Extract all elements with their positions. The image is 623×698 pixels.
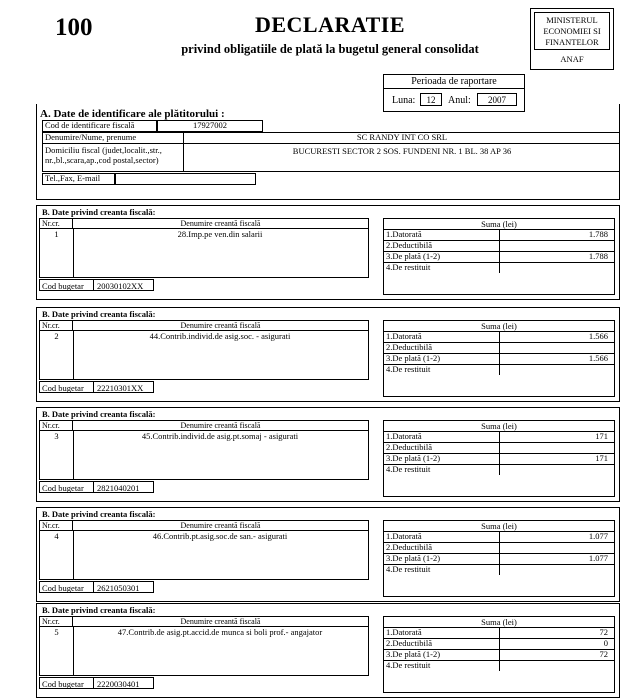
budget-code-label: Cod bugetar — [42, 383, 84, 393]
amount-due-value[interactable]: 1.077 — [588, 531, 608, 541]
amount-divider — [499, 442, 500, 453]
column-divider — [73, 626, 74, 675]
name-label: Denumire/Nume, prenume — [43, 133, 184, 144]
claim-table-header — [40, 321, 368, 331]
amount-divider — [499, 542, 500, 553]
amount-payable-value[interactable]: 1.566 — [588, 353, 608, 363]
amount-table — [383, 320, 615, 397]
budget-code-box — [39, 279, 154, 291]
budget-code-value[interactable]: 20030102XX — [97, 281, 144, 291]
nr-cr-header: Nr.cr. — [40, 521, 73, 530]
block-title: B. Date privind creanta fiscală: — [42, 207, 156, 217]
amount-due-value[interactable]: 1.788 — [588, 229, 608, 239]
claim-table — [39, 520, 369, 580]
section-a-frame — [36, 104, 620, 200]
claim-name-value[interactable]: 45.Contrib.individ.de asig.pt.somaj - asigurati — [141, 431, 299, 441]
amount-table — [383, 420, 615, 497]
amount-table — [383, 616, 615, 693]
tax-claim-block-3 — [36, 407, 620, 502]
budget-code-divider — [93, 280, 94, 290]
budget-code-divider — [93, 678, 94, 688]
amount-deductible-label: 2.Deductibilă — [386, 542, 433, 552]
amount-header: Suma (lei) — [384, 321, 614, 332]
amount-divider — [499, 660, 500, 671]
budget-code-value[interactable]: 22210301XX — [97, 383, 144, 393]
tax-claim-block-2 — [36, 307, 620, 402]
budget-code-divider — [93, 482, 94, 492]
claim-name-value[interactable]: 46.Contrib.pt.asig.soc.de san.- asigurati — [152, 531, 288, 541]
amount-payable-value[interactable]: 1.788 — [588, 251, 608, 261]
year-field[interactable]: 2007 — [477, 93, 517, 106]
claim-table-header — [40, 421, 368, 431]
amount-refund-label: 4.De restituit — [386, 464, 431, 474]
claim-table-header — [40, 521, 368, 531]
denumire-header: Denumire creantă fiscală — [180, 521, 261, 530]
block-title: B. Date privind creanta fiscală: — [42, 605, 156, 615]
block-title: B. Date privind creanta fiscală: — [42, 309, 156, 319]
reporting-period-title: Perioada de raportare — [384, 76, 524, 89]
amount-row-refund — [384, 262, 614, 273]
form-number: 100 — [55, 14, 93, 41]
amount-payable-label: 3.De plată (1-2) — [386, 553, 441, 563]
amount-due-label: 1.Datorată — [386, 431, 422, 441]
page-title: DECLARATIE — [254, 12, 406, 37]
column-divider — [73, 430, 74, 479]
budget-code-label: Cod bugetar — [42, 583, 84, 593]
amount-payable-label: 3.De plată (1-2) — [386, 251, 441, 261]
claim-name-value[interactable]: 28.Imp.pe ven.din salarii — [177, 229, 263, 239]
claim-table — [39, 218, 369, 278]
address-label-line-1: Domiciliu fiscal (judet,localit.,str., — [45, 145, 162, 155]
nr-cr-value: 3 — [54, 431, 59, 441]
amount-header: Suma (lei) — [384, 521, 614, 532]
amount-refund-label: 4.De restituit — [386, 564, 431, 574]
amount-payable-value[interactable]: 171 — [595, 453, 608, 463]
denumire-header: Denumire creantă fiscală — [180, 321, 261, 330]
agency-label: ANAF — [560, 54, 584, 64]
amount-divider — [499, 262, 500, 273]
amount-header: Suma (lei) — [384, 617, 614, 628]
amount-divider — [499, 229, 500, 240]
amount-due-label: 1.Datorată — [386, 531, 422, 541]
nr-cr-value: 2 — [54, 331, 59, 341]
amount-refund-label: 4.De restituit — [386, 262, 431, 272]
amount-due-value[interactable]: 1.566 — [588, 331, 608, 341]
amount-payable-label: 3.De plată (1-2) — [386, 649, 441, 659]
claim-name-value[interactable]: 47.Contrib.de asig.pt.accid.de munca si boli prof.- angajator — [117, 627, 323, 637]
amount-deductible-label: 2.Deductibilă — [386, 240, 433, 250]
block-title: B. Date privind creanta fiscală: — [42, 509, 156, 519]
column-divider — [73, 228, 74, 277]
budget-code-label: Cod bugetar — [42, 679, 84, 689]
amount-divider — [499, 240, 500, 251]
tax-claim-block-1 — [36, 205, 620, 300]
amount-header: Suma (lei) — [384, 219, 614, 230]
column-divider — [73, 530, 74, 579]
nr-cr-header: Nr.cr. — [40, 617, 73, 626]
amount-due-label: 1.Datorată — [386, 331, 422, 341]
month-field[interactable]: 12 — [420, 93, 442, 106]
amount-divider — [499, 464, 500, 475]
amount-deductible-label: 2.Deductibilă — [386, 638, 433, 648]
budget-code-divider — [93, 382, 94, 392]
nr-cr-header: Nr.cr. — [40, 421, 73, 430]
amount-table — [383, 218, 615, 295]
ministry-line-2: ECONOMIEI SI — [543, 26, 601, 36]
amount-deductible-label: 2.Deductibilă — [386, 442, 433, 452]
claim-table-header — [40, 617, 368, 627]
amount-divider — [499, 553, 500, 564]
nr-cr-header: Nr.cr. — [40, 321, 73, 330]
denumire-header: Denumire creantă fiscală — [180, 421, 261, 430]
fiscal-code-field[interactable]: 17927002 — [157, 120, 263, 132]
ministry-box — [530, 8, 614, 70]
ministry-line-1: MINISTERUL — [546, 15, 598, 25]
tax-claim-block-4 — [36, 507, 620, 602]
amount-payable-value[interactable]: 1.077 — [588, 553, 608, 563]
nr-cr-value: 4 — [54, 531, 59, 541]
claim-name-value[interactable]: 44.Contrib.individ.de asig.soc. - asigurati — [149, 331, 291, 341]
budget-code-label: Cod bugetar — [42, 281, 84, 291]
amount-due-value[interactable]: 72 — [599, 627, 608, 637]
fiscal-code-label: Cod de identificare fiscală — [42, 120, 157, 132]
amount-divider — [499, 638, 500, 649]
amount-divider — [499, 649, 500, 660]
block-title: B. Date privind creanta fiscală: — [42, 409, 156, 419]
column-divider — [73, 330, 74, 379]
amount-refund-label: 4.De restituit — [386, 660, 431, 670]
denumire-header: Denumire creantă fiscală — [180, 219, 261, 228]
claim-table — [39, 320, 369, 380]
amount-divider — [499, 531, 500, 542]
budget-code-box — [39, 481, 154, 493]
ministry-line-3: FINANTELOR — [545, 37, 599, 47]
tax-claim-block-5 — [36, 603, 620, 698]
budget-code-box — [39, 581, 154, 593]
amount-divider — [499, 353, 500, 364]
amount-due-value[interactable]: 171 — [595, 431, 608, 441]
amount-table — [383, 520, 615, 597]
page-subtitle: privind obligatiile de plată la bugetul general consolidat — [181, 42, 479, 56]
budget-code-value[interactable]: 2220030401 — [97, 679, 140, 689]
amount-due-label: 1.Datorată — [386, 627, 422, 637]
amount-divider — [499, 331, 500, 342]
amount-payable-label: 3.De plată (1-2) — [386, 353, 441, 363]
amount-divider — [499, 251, 500, 262]
amount-due-label: 1.Datorată — [386, 229, 422, 239]
amount-row-refund — [384, 364, 614, 375]
amount-divider — [499, 342, 500, 353]
contact-label: Tel.,Fax, E-mail — [42, 173, 115, 185]
budget-code-label: Cod bugetar — [42, 483, 84, 493]
ministry-label-box — [534, 12, 610, 50]
amount-divider — [499, 431, 500, 442]
amount-deductible-value[interactable]: 0 — [603, 638, 608, 648]
amount-divider — [499, 364, 500, 375]
amount-divider — [499, 564, 500, 575]
amount-payable-label: 3.De plată (1-2) — [386, 453, 441, 463]
denumire-header: Denumire creantă fiscală — [180, 617, 261, 626]
budget-code-value[interactable]: 2621050301 — [97, 583, 140, 593]
month-label: Luna: — [392, 95, 416, 106]
name-field[interactable]: SC RANDY INT CO SRL — [184, 133, 620, 144]
amount-refund-label: 4.De restituit — [386, 364, 431, 374]
claim-table — [39, 420, 369, 480]
amount-row-refund — [384, 564, 614, 575]
budget-code-value[interactable]: 2821040201 — [97, 483, 140, 493]
budget-code-box — [39, 677, 154, 689]
budget-code-divider — [93, 582, 94, 592]
nr-cr-value: 1 — [54, 229, 59, 239]
nr-cr-header: Nr.cr. — [40, 219, 73, 228]
amount-payable-value[interactable]: 72 — [599, 649, 608, 659]
amount-row-refund — [384, 660, 614, 671]
amount-divider — [499, 627, 500, 638]
amount-divider — [499, 453, 500, 464]
budget-code-box — [39, 381, 154, 393]
address-field[interactable]: BUCURESTI SECTOR 2 SOS. FUNDENI NR. 1 BL. 38 AP 36 — [292, 146, 512, 156]
year-label: Anul: — [448, 95, 471, 106]
amount-deductible-label: 2.Deductibilă — [386, 342, 433, 352]
claim-table — [39, 616, 369, 676]
amount-row-refund — [384, 464, 614, 475]
amount-header: Suma (lei) — [384, 421, 614, 432]
section-a-title: A. Date de identificare ale plătitorului : — [40, 108, 225, 120]
nr-cr-value: 5 — [54, 627, 59, 637]
address-label-line-2: nr.,bl.,scara,ap.,cod postal,sector) — [45, 154, 159, 165]
claim-table-header — [40, 219, 368, 229]
